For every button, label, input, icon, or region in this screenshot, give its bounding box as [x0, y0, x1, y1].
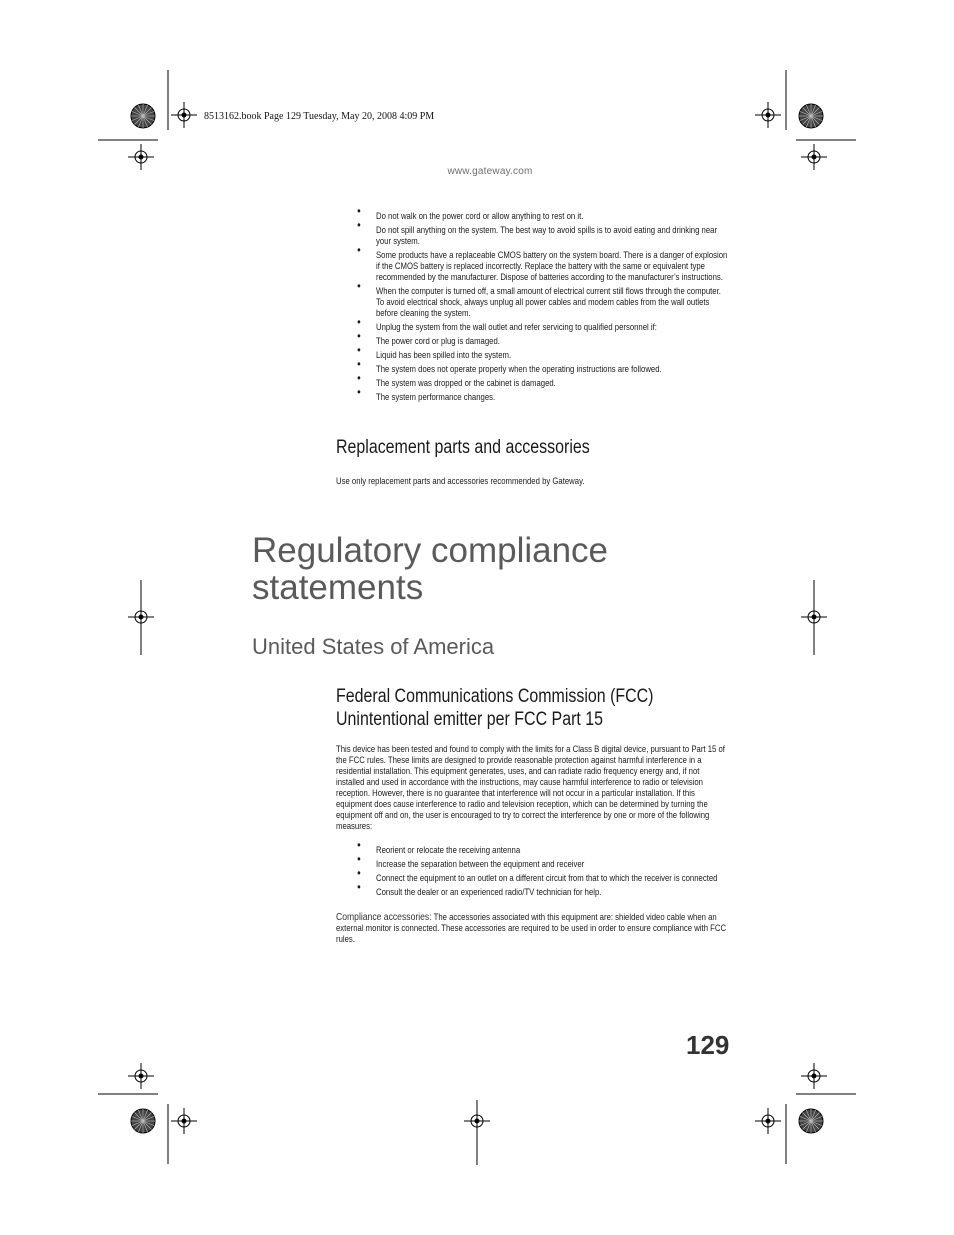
fcc-measures-list: [357, 838, 729, 901]
regulatory-heading: Regulatory compliance statements: [252, 531, 609, 607]
safety-list: [357, 204, 729, 406]
registration-dot: [139, 1074, 143, 1078]
bullet-icon: •: [357, 880, 361, 894]
fcc-heading-line2: Unintentional emitter per FCC Part 15: [336, 709, 604, 730]
bullet-icon: •: [357, 385, 361, 399]
fcc-heading-line1: Federal Communications Commission (FCC): [336, 686, 654, 707]
list-item: • Connect the equipment to an outlet on a different circuit from that to which the receiver is connected: [357, 866, 718, 883]
site-url: www.gateway.com: [447, 166, 533, 177]
registration-dot: [182, 113, 186, 117]
list-item: • The power cord or plug is damaged.: [357, 329, 500, 346]
registration-dot: [766, 113, 770, 117]
fcc-paragraph: This device has been tested and found to comply with the limits for a Class B digital device, pursuant to Part 15 of the FCC rules. These limits are designed to provide reasonable protection against harmful interference in a residential installation. This equipment generates, uses, and can radiate radio frequency energy and, if not installed and used in accordance with the instructions, may cause harmful interference to radio or television reception. However, there is no guarantee that interference will not occur in a particular installation. If this equipment does cause interference to radio and television reception, which can be determined by turning the equipment off and on, the user is encouraged to try to correct the interference by one or more of the following measures:: [336, 744, 725, 831]
bullet-icon: •: [357, 218, 361, 232]
list-item: • When the computer is turned off, a small amount of electrical current still flows through the computer. To avoid electrical shock, always unplug all power cables and modem cables from the wall outlets before cleaning the system.: [357, 279, 721, 318]
bullet-icon: •: [357, 329, 361, 343]
bullet-icon: •: [357, 357, 361, 371]
registration-dot: [812, 155, 816, 159]
page-number: 129: [686, 1030, 730, 1060]
united-states-heading: United States of America: [252, 634, 495, 659]
list-item: • Increase the separation between the equipment and receiver: [357, 852, 585, 869]
list-item: • Reorient or relocate the receiving antenna: [357, 838, 521, 855]
bullet-icon: •: [357, 371, 361, 385]
bullet-icon: •: [357, 343, 361, 357]
compliance-label: Compliance accessories:: [336, 912, 432, 923]
list-item: • Consult the dealer or an experienced radio/TV technician for help.: [357, 880, 602, 897]
compliance-text: The accessories associated with this equipment are: shielded video cable when an external monitor is connected. These accessories are required to be used in order to ensure compliance with FCC rules.: [336, 912, 727, 944]
list-item: • Do not walk on the power cord or allow anything to rest on it.: [357, 204, 584, 221]
registration-dot: [182, 1119, 186, 1123]
bullet-icon: •: [357, 204, 361, 218]
registration-dot: [139, 155, 143, 159]
replacement-heading: Replacement parts and accessories: [336, 437, 590, 458]
replacement-text: Use only replacement parts and accessories recommended by Gateway.: [336, 476, 585, 486]
registration-dot: [812, 1074, 816, 1078]
list-item: • Do not spill anything on the system. The best way to avoid spills is to avoid eating and drinking near your system.: [357, 218, 718, 246]
bullet-icon: •: [357, 866, 361, 880]
list-item: • The system was dropped or the cabinet is damaged.: [357, 371, 556, 388]
bullet-icon: •: [357, 315, 361, 329]
print-header: 8513162.book Page 129 Tuesday, May 20, 2008 4:09 PM: [204, 111, 435, 122]
list-item: • Some products have a replaceable CMOS battery on the system board. There is a danger of explosion if the CMOS battery is replaced incorrectly. Replace the battery with the same or equivalent type recommended by the manufacturer. Dispose of batteries according to the manufacturer’s instructions.: [357, 243, 728, 282]
compliance-paragraph: [336, 912, 727, 945]
fcc-heading: [336, 685, 654, 731]
list-item: • The system performance changes.: [357, 385, 496, 402]
registration-dot: [766, 1119, 770, 1123]
bullet-icon: •: [357, 838, 361, 852]
bullet-icon: •: [357, 243, 361, 257]
list-item: • Unplug the system from the wall outlet and refer servicing to qualified personnel if:: [357, 315, 657, 332]
list-item: • The system does not operate properly when the operating instructions are followed.: [357, 357, 662, 374]
list-item: • Liquid has been spilled into the system.: [357, 343, 512, 360]
bullet-icon: •: [357, 852, 361, 866]
bullet-icon: •: [357, 279, 361, 293]
